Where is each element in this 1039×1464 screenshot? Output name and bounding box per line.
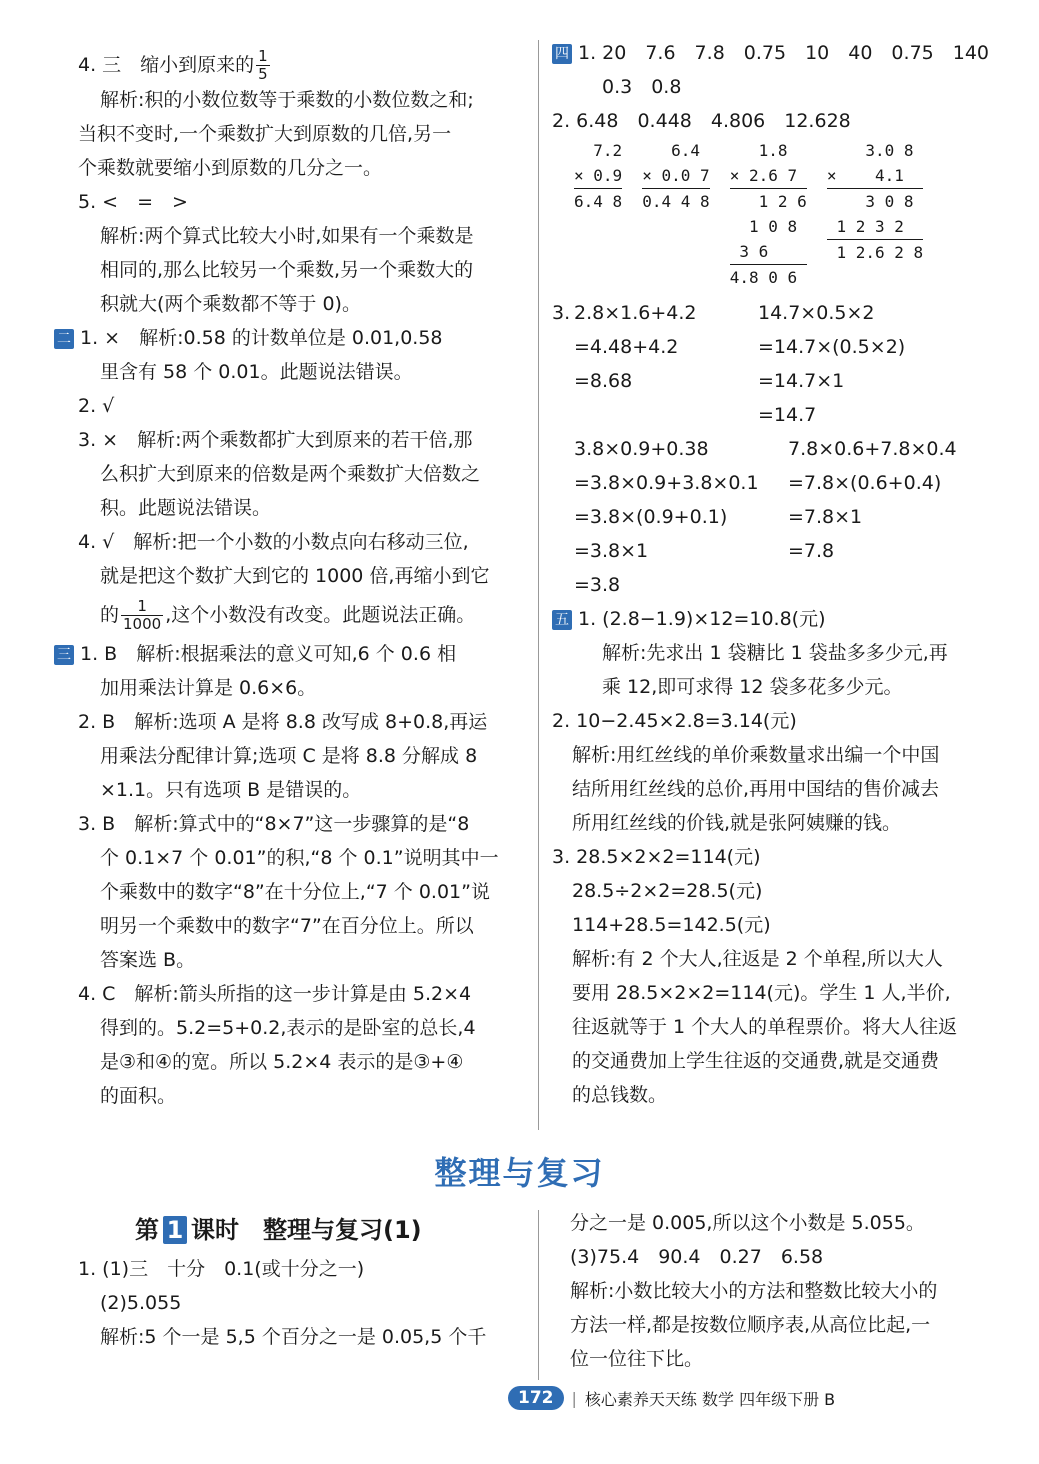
section-title: 整理与复习 xyxy=(434,1154,605,1192)
section-5-icon: 五 xyxy=(552,610,572,630)
page-footer: 172 | 核心素养天天练 数学 四年级下册 B xyxy=(508,1386,835,1410)
vertical-calc-2: 6.4 × 0.0 7 0.4 4 8 xyxy=(642,141,710,211)
explanation: 积就大(两个乘数都不等于 0)。 xyxy=(100,293,361,315)
explanation: 当积不变时,一个乘数扩大到原数的几倍,另一 xyxy=(78,123,452,145)
vertical-calc-1: 7.2 × 0.9 6.4 8 xyxy=(574,141,623,211)
vertical-calc-3: 1.8 × 2.6 7 1 2 6 1 0 8 3 6 4.8 0 6 xyxy=(729,141,807,287)
section-2-icon: 二 xyxy=(54,329,74,349)
bottom-right-column: 分之一是 0.005,所以这个小数是 5.055。 (3)75.4 90.4 0.27 6.58 解析:小数比较大小的方法和整数比较大小的 方法一样,都是按数位顺序表,从高位比起,一 位一位往下比。 xyxy=(570,1212,938,1370)
explanation: 个乘数就要缩小到原数的几分之一。 xyxy=(78,157,383,179)
explanation: 解析:积的小数位数等于乘数的小数位数之和; xyxy=(100,89,474,111)
column-divider-top xyxy=(538,40,539,1130)
bottom-left-column: 1. (1)三 十分 0.1(或十分之一) (2)5.055 解析:5 个一是 5,5 个百分之一是 0.05,5 个千 xyxy=(78,1258,487,1348)
right-column: 四 1. 20 7.6 7.8 0.75 10 40 0.75 140 0.3 0.8 2. 6.48 0.448 4.806 12.628 7.2 × 0.9 6.4 8 6.4 × 0.0 7 0.4 4 8 1.8 × 2.6 7 1 2 6 1 0 8 3 6 4.8 0 6 3.0 8 × 4.1 3 0 8 1 2 3 2 1 2.6 2 8 3. 2.8×1.6+4.2 =4.48+4.2 =8.68 14.7×0.5×2 =14.7×(0.5×2) =14.7×1 =14.7 3.8×0.9+0.38 =3.8×0.9+3.8×0.1 =3.8×(0.9+0.1) =3.8×1 =3.8 7.8×0.6+7.8×0.4 =7.8×(0.6+0.4) =7.8×1 =7.8 五 1. (2.8−1.9)×12=10.8(元) 解析:先求出 1 袋糖比 1 袋盐多多少元,再 乘 12,即可求得 12 袋多花多少元。 2. 10−2.45×2.8=3.14(元) 解析:用红丝线的单价乘数量求出编一个中国 结所用红丝线的总价,再用中国结的售价减去 所用红丝线的价钱,就是张阿姨赚的钱。 3. 28.5×2×2=114(元) 28.5÷2×2=28.5(元) 114+28.5=142.5(元) 解析:有 2 个大人,往返是 2 个单程,所以大人 要用 28.5×2×2=114(元)。学生 1 人,半价, 往返就等于 1 个大人的单程票价。将大人往返 的交通费加上学生往返的交通费,就是交通费 的总钱数。 xyxy=(552,36,1002,1112)
book-title: 核心素养天天练 数学 四年级下册 B xyxy=(584,1389,836,1409)
answer-4: 4. 三 缩小到原来的 xyxy=(78,54,255,76)
fraction: $\frac{1}{1000}$ xyxy=(123,597,162,633)
calc-group-2: 3.8×0.9+0.38 =3.8×0.9+3.8×0.1 =3.8×(0.9+0.1) =3.8×1 =3.8 7.8×0.6+7.8×0.4 =7.8×(0.6+0.4) =7.8×1 =7.8 xyxy=(574,438,957,596)
answer-5: 5. < = > xyxy=(78,191,188,213)
vertical-multiplications xyxy=(552,138,1002,290)
explanation: 相同的,那么比较另一个乘数,另一个乘数大的 xyxy=(100,259,474,281)
fraction: $\frac{1}{5}$ xyxy=(258,47,268,83)
calc-group-1: 3. 2.8×1.6+4.2 =4.48+4.2 =8.68 14.7×0.5×2 =14.7×(0.5×2) =14.7×1 =14.7 xyxy=(552,302,906,426)
section-4-icon: 四 xyxy=(552,44,572,64)
page-number: 172 xyxy=(508,1386,564,1410)
left-column: 4. 三 缩小到原来的 $\frac{1}{5}$ 解析:积的小数位数等于乘数的小数位数之和; 当积不变时,一个乘数扩大到原数的几倍,另一 个乘数就要缩小到原数的几分之一。 5. < = > 解析:两个算式比较大小时,如果有一个乘数是 相同的,那么比较另一个乘数,另一个乘数大的 积就大(两个乘数都不等于 0)。 二 1. × 解析:0.58 的计数单位是 0.01,0.58 里含有 58 个 0.01。此题说法错误。 2. √ 3. × 解析:两个乘数都扩大到原来的若干倍,那 么积扩大到原来的倍数是两个乘数扩大倍数之 积。此题说法错误。 4. √ 解析:把一个小数的小数点向右移动三位, 就是把这个数扩大到它的 1000 倍,再缩小到它 的 $\frac{1}{1000}$ ,这个小数没有改变。此题说法正确。 三 1. B 解析:根据乘法的意义可知,6 个 0.6 相 加用乘法计算是 0.6×6。 2. B 解析:选项 A 是将 8.8 改写成 8+0.8,再运 用乘法分配律计算;选项 C 是将 8.8 分解成 8 ×1.1。只有选项 B 是错误的。 3. B 解析:算式中的“8×7”这一步骤算的是“8 个 0.1×7 个 0.01”的积,“8 个 0.1”说明其中一 个乘数中的数字“8”在十分位上,“7 个 0.01”说 明另一个乘数中的数字“7”在百分位上。所以 答案选 B。 4. C 解析:箭头所指的这一步计算是由 5.2×4 得到的。5.2=5+0.2,表示的是卧室的总长,4 是③和④的宽。所以 5.2×4 表示的是③+④ 的面积。 xyxy=(78,48,530,1113)
column-divider-bottom xyxy=(538,1210,539,1380)
section-3-icon: 三 xyxy=(54,645,74,665)
vertical-calc-4: 3.0 8 × 4.1 3 0 8 1 2 3 2 1 2.6 2 8 xyxy=(826,141,924,262)
lesson-title: 第 1 课时 整理与复习(1) xyxy=(135,1216,422,1244)
explanation: 解析:两个算式比较大小时,如果有一个乘数是 xyxy=(100,225,474,247)
